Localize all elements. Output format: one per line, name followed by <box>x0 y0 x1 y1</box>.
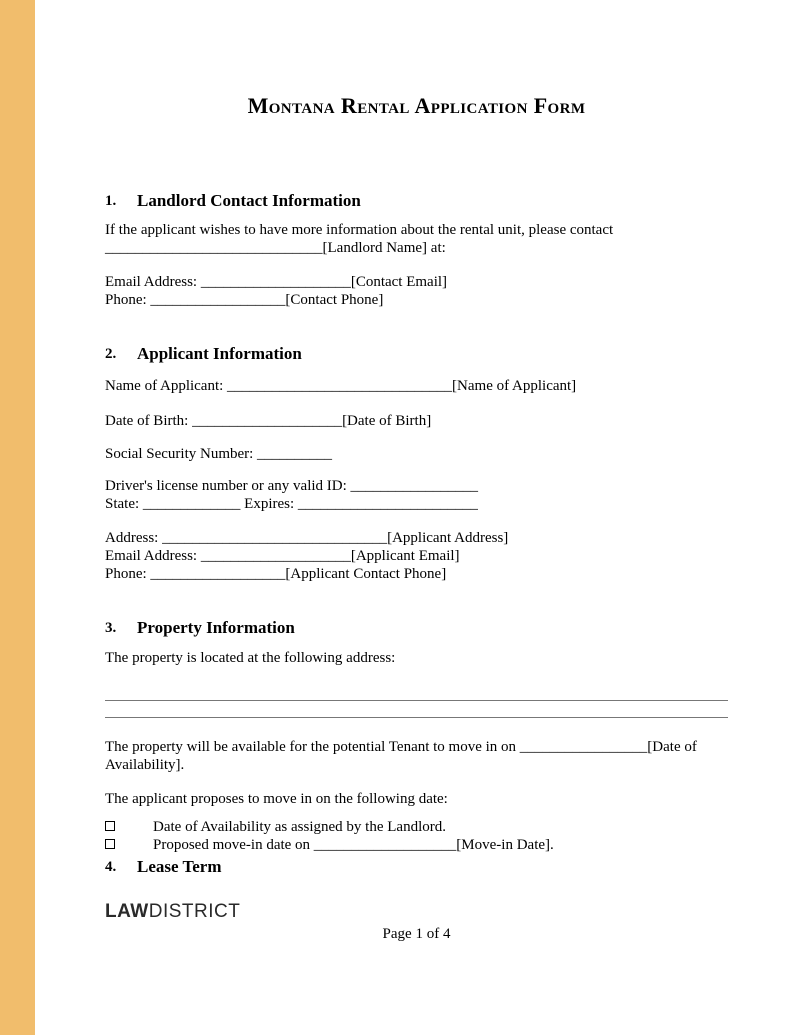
proposed-date-option-row <box>105 836 728 854</box>
left-accent-stripe <box>0 0 35 1035</box>
availability-date-field-wrap: Availability]. <box>105 757 185 773</box>
contact-phone-field: Phone: __________________[Contact Phone] <box>105 292 384 308</box>
section-3-title: Property Information <box>137 618 295 637</box>
applicant-name-field: Name of Applicant: ______________________________[Name of Applicant] <box>105 378 577 394</box>
section-4-heading <box>105 856 728 878</box>
license-block <box>105 477 728 513</box>
landlord-contact-block <box>105 273 728 309</box>
ssn-field: Social Security Number: __________ <box>105 446 333 462</box>
section-2-number: 2. <box>105 346 117 362</box>
logo-district-text: DISTRICT <box>148 901 241 922</box>
landlord-intro-paragraph <box>105 221 728 257</box>
applicant-address-field: Address: ______________________________[Applicant Address] <box>105 530 509 546</box>
applicant-email-field: Email Address: ____________________[Applicant Email] <box>105 548 460 564</box>
landlord-intro-line: If the applicant wishes to have more information about the rental unit, please contact <box>105 222 614 238</box>
property-address-intro: The property is located at the following address: <box>105 650 396 666</box>
section-2-title: Applicant Information <box>137 344 302 363</box>
applicant-phone-field: Phone: __________________[Applicant Contact Phone] <box>105 566 447 582</box>
availability-date-field: The property will be available for the potential Tenant to move in on _________________[Date of <box>105 739 697 755</box>
section-1-number: 1. <box>105 193 117 209</box>
section-1-heading <box>105 190 728 212</box>
landlord-name-field: _____________________________[Landlord Name] at: <box>105 240 446 256</box>
lawdistrict-logo <box>105 903 728 921</box>
document-title: Montana Rental Application Form <box>247 93 586 118</box>
state-expires-field: State: _____________ Expires: ________________________ <box>105 496 478 512</box>
availability-checkbox[interactable] <box>105 821 115 831</box>
section-4-number: 4. <box>105 859 117 875</box>
contact-email-field: Email Address: ____________________[Contact Email] <box>105 274 448 290</box>
availability-paragraph <box>105 738 728 774</box>
proposed-date-checkbox-label: Proposed move-in date on ___________________[Move-in Date]. <box>153 837 554 853</box>
section-2-heading <box>105 343 728 365</box>
move-in-intro: The applicant proposes to move in on the following date: <box>105 791 448 807</box>
availability-option-row <box>105 818 728 836</box>
page-number: Page 1 of 4 <box>382 926 451 942</box>
availability-checkbox-label: Date of Availability as assigned by the Landlord. <box>153 819 446 835</box>
logo-law-text: LAW <box>105 901 149 922</box>
property-address-blank-line-2 <box>105 717 728 718</box>
section-3-heading <box>105 617 728 639</box>
applicant-contact-block <box>105 529 728 583</box>
move-in-options <box>105 818 728 854</box>
section-1-title: Landlord Contact Information <box>137 191 361 210</box>
property-address-blank-line-1 <box>105 700 728 701</box>
proposed-date-checkbox[interactable] <box>105 839 115 849</box>
document-page <box>105 0 728 943</box>
section-3-number: 3. <box>105 620 117 636</box>
section-4-title: Lease Term <box>137 857 222 876</box>
drivers-license-field: Driver's license number or any valid ID: _________________ <box>105 478 479 494</box>
date-of-birth-field: Date of Birth: ____________________[Date of Birth] <box>105 413 432 429</box>
